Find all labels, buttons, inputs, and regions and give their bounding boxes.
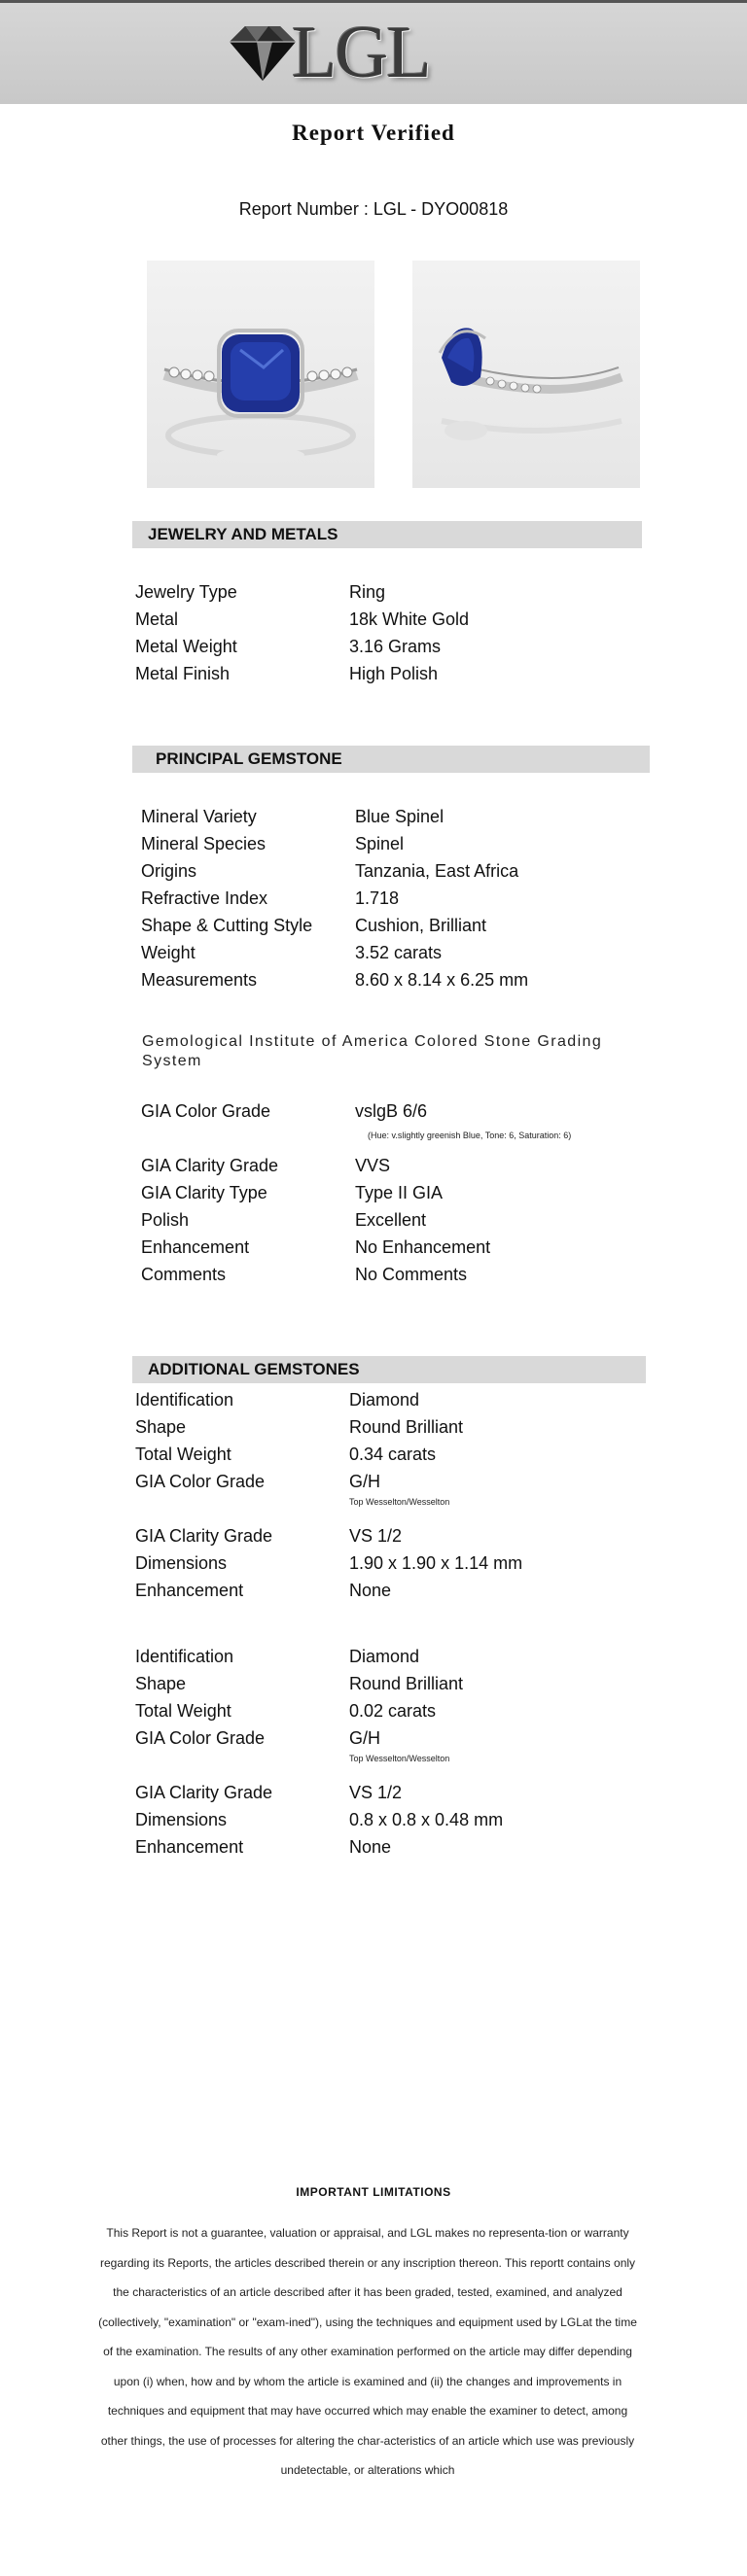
ring-front-image xyxy=(147,261,374,488)
detail-value: High Polish xyxy=(349,664,439,683)
limitations-text: This Report is not a guarantee, valuation or appraisal, and LGL makes no representa-tion or warranty regarding its Reports, the articles described therein or any inscription thereon. This reportt contains only the characteristics of an article described after it has been graded, tested, examined, and analyzed (collectively, "examination" or "exam-ined"), using the techniques and equipment used by LGLat the time of the examination. The results of any other examination performed on the article may differ depending upon (i) when, how and by whom the article is examined and (ii) the changes and improvements in techniques and equipment that may have occurred which may enable the examiner to detect, among other things, the use of processes for altering the char-acteristics of an article which use was previously undetectable, or alterations which xyxy=(98,2226,637,2477)
detail-value: Round Brilliant xyxy=(349,1417,464,1437)
detail-label: Mineral Variety xyxy=(141,807,257,826)
detail-value: vslgB 6/6 xyxy=(355,1101,428,1121)
detail-value: Tanzania, East Africa xyxy=(355,861,519,881)
limitations-title: IMPORTANT LIMITATIONS xyxy=(296,2185,451,2199)
detail-label: Metal xyxy=(135,609,179,629)
detail-label: Weight xyxy=(141,943,196,962)
detail-label: GIA Color Grade xyxy=(141,1101,271,1121)
detail-value: No Enhancement xyxy=(355,1237,491,1257)
detail-label: Jewelry Type xyxy=(135,582,237,602)
detail-label: Shape & Cutting Style xyxy=(141,916,313,935)
detail-label: Polish xyxy=(141,1210,190,1230)
detail-label: Total Weight xyxy=(135,1445,231,1464)
detail-value: G/H xyxy=(349,1728,381,1748)
detail-value: 3.16 Grams xyxy=(349,637,442,656)
detail-value: VVS xyxy=(355,1156,391,1175)
detail-value: 1.718 xyxy=(355,888,400,908)
detail-value: Cushion, Brilliant xyxy=(355,916,487,935)
detail-value: VS 1/2 xyxy=(349,1783,403,1802)
detail-label: Dimensions xyxy=(135,1553,228,1573)
detail-label: Dimensions xyxy=(135,1810,228,1829)
detail-label: Comments xyxy=(141,1265,227,1284)
logo-text: LGL xyxy=(292,12,430,93)
detail-label: Enhancement xyxy=(135,1581,244,1600)
detail-value: None xyxy=(349,1581,392,1600)
detail-value: Ring xyxy=(349,582,386,602)
detail-label: Refractive Index xyxy=(141,888,268,908)
detail-value: Spinel xyxy=(355,834,405,853)
detail-label: Enhancement xyxy=(141,1237,250,1257)
detail-label: GIA Color Grade xyxy=(135,1728,266,1748)
report-number: Report Number : LGL - DYO00818 xyxy=(238,199,509,219)
detail-label: Measurements xyxy=(141,970,258,990)
detail-value: Type II GIA xyxy=(355,1183,444,1202)
section-header-jewelry: JEWELRY AND METALS xyxy=(132,521,642,548)
section-header-additional: ADDITIONAL GEMSTONES xyxy=(132,1356,646,1383)
detail-label: Metal Finish xyxy=(135,664,231,683)
detail-value: 18k White Gold xyxy=(349,609,470,629)
color-grade-note: Top Wesselton/Wesselton xyxy=(349,1754,450,1763)
detail-value: Round Brilliant xyxy=(349,1674,464,1693)
ring-side-image xyxy=(412,261,640,488)
detail-label: GIA Clarity Type xyxy=(141,1183,267,1202)
detail-value: Blue Spinel xyxy=(355,807,445,826)
detail-value: 0.02 carats xyxy=(349,1701,437,1721)
detail-value: 3.52 carats xyxy=(355,943,443,962)
detail-label: GIA Clarity Grade xyxy=(135,1526,273,1546)
detail-value: 1.90 x 1.90 x 1.14 mm xyxy=(349,1553,523,1573)
detail-label: Mineral Species xyxy=(141,834,267,853)
detail-label: Origins xyxy=(141,861,197,881)
gia-grading-system-note: Gemological Institute of America Colored Stone Grading System xyxy=(142,1033,603,1069)
color-grade-note: (Hue: v.slightly greenish Blue, Tone: 6, Saturation: 6) xyxy=(368,1131,572,1140)
detail-value: Diamond xyxy=(349,1647,420,1666)
diamond-logo-icon xyxy=(228,22,298,83)
detail-value: Excellent xyxy=(355,1210,427,1230)
detail-value: 0.8 x 0.8 x 0.48 mm xyxy=(349,1810,504,1829)
detail-value: Diamond xyxy=(349,1390,420,1410)
detail-label: Total Weight xyxy=(135,1701,231,1721)
detail-label: Shape xyxy=(135,1674,187,1693)
detail-label: Identification xyxy=(135,1647,234,1666)
detail-label: Enhancement xyxy=(135,1837,244,1857)
detail-value: 0.34 carats xyxy=(349,1445,437,1464)
page-title: Report Verified xyxy=(292,121,455,145)
color-grade-note: Top Wesselton/Wesselton xyxy=(349,1497,450,1507)
ring-front-photo xyxy=(147,261,374,488)
detail-value: VS 1/2 xyxy=(349,1526,403,1546)
ring-side-photo xyxy=(412,261,640,488)
detail-label: Metal Weight xyxy=(135,637,237,656)
detail-label: GIA Clarity Grade xyxy=(141,1156,279,1175)
section-header-principal: PRINCIPAL GEMSTONE xyxy=(132,746,650,773)
detail-label: Identification xyxy=(135,1390,234,1410)
header-bar xyxy=(0,0,747,104)
detail-label: GIA Clarity Grade xyxy=(135,1783,273,1802)
detail-label: GIA Color Grade xyxy=(135,1472,266,1491)
detail-value: G/H xyxy=(349,1472,381,1491)
detail-value: 8.60 x 8.14 x 6.25 mm xyxy=(355,970,529,990)
detail-value: None xyxy=(349,1837,392,1857)
detail-label: Shape xyxy=(135,1417,187,1437)
detail-value: No Comments xyxy=(355,1265,468,1284)
